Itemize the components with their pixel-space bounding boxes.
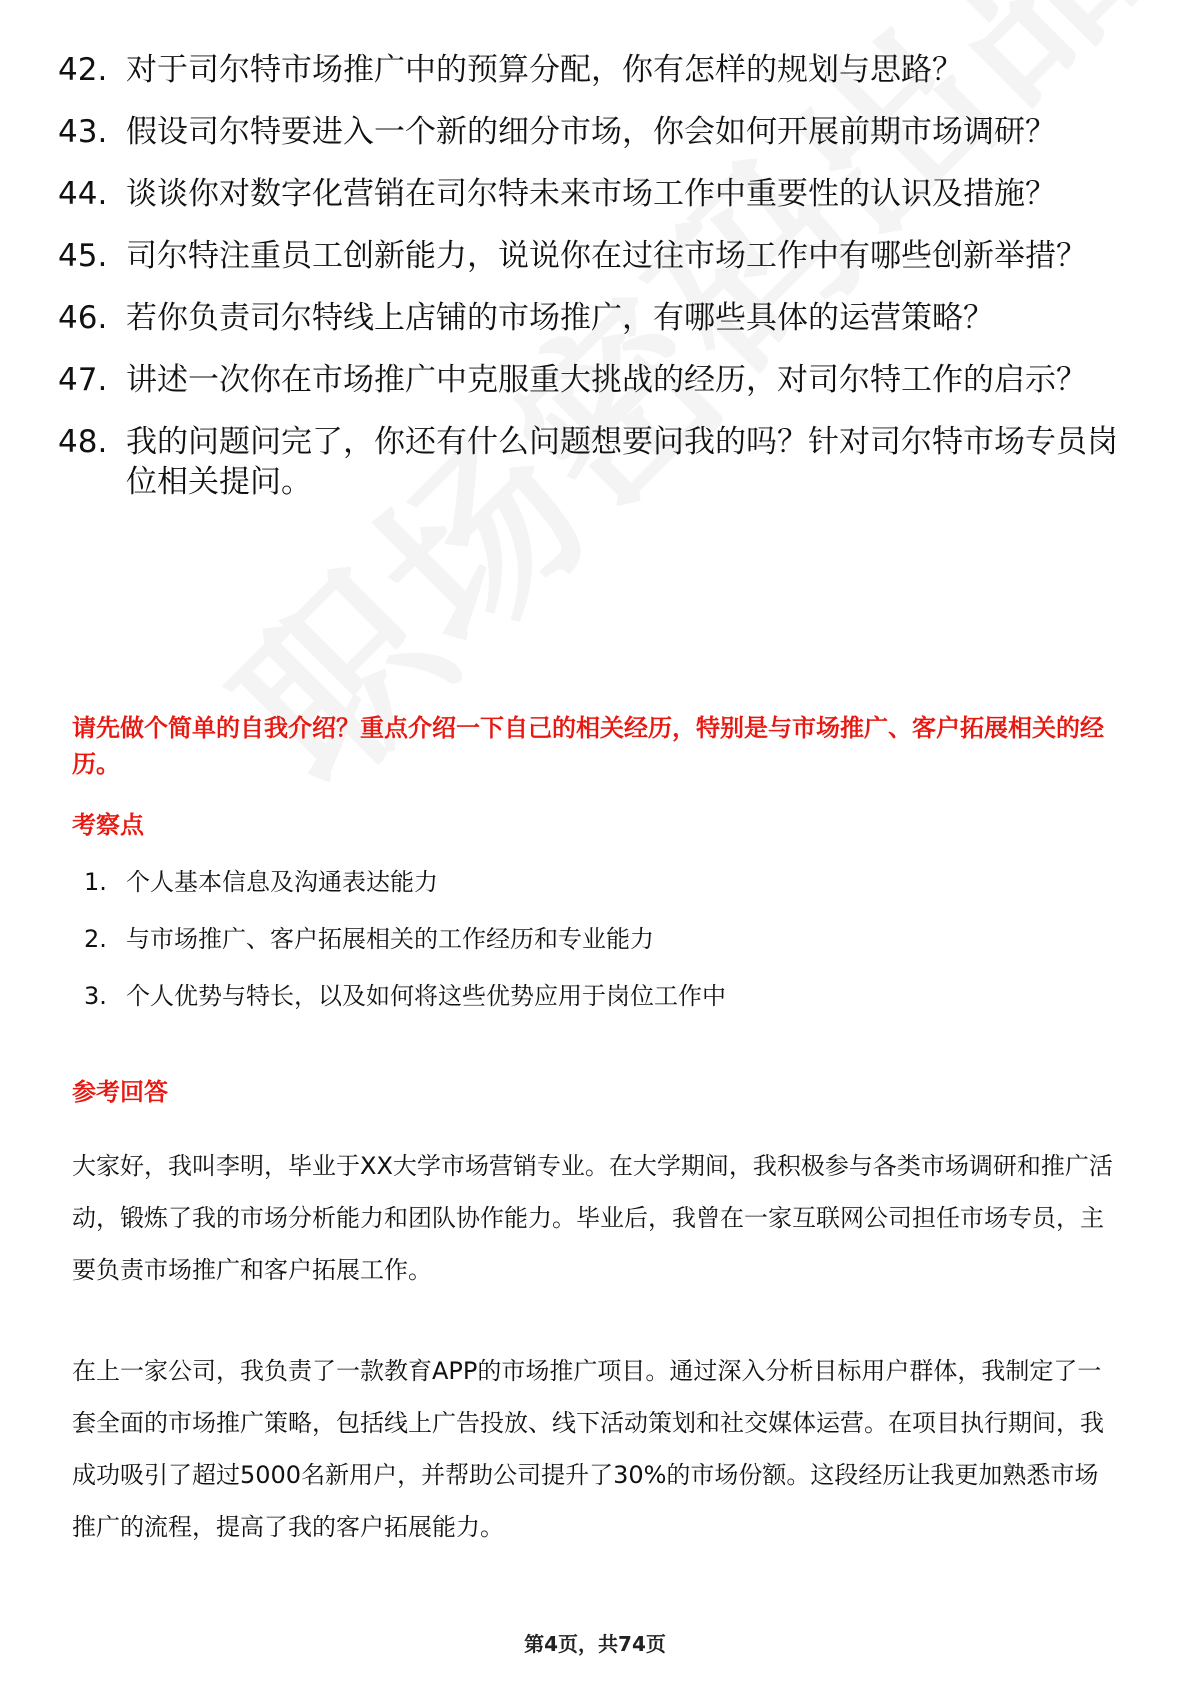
question-text: 司尔特注重员工创新能力，说说你在过往市场工作中有哪些创新举措？ [126, 238, 1087, 274]
points-list [84, 865, 726, 1036]
question-number: 44. [58, 176, 108, 212]
question-text: 对于司尔特市场推广中的预算分配，你有怎样的规划与思路？ [126, 52, 963, 88]
point-item [84, 922, 726, 956]
question-item [58, 50, 1118, 90]
question-number: 45. [58, 238, 108, 274]
question-text: 讲述一次你在市场推广中克服重大挑战的经历，对司尔特工作的启示？ [126, 362, 1087, 398]
question-item [58, 112, 1118, 152]
question-text: 若你负责司尔特线上店铺的市场推广，有哪些具体的运营策略？ [126, 300, 994, 336]
question-number: 46. [58, 300, 108, 336]
question-list [58, 50, 1118, 524]
point-item [84, 865, 726, 899]
question-text: 假设司尔特要进入一个新的细分市场，你会如何开展前期市场调研？ [126, 114, 1056, 150]
point-item [84, 979, 726, 1013]
section-question: 请先做个简单的自我介绍？重点介绍一下自己的相关经历，特别是与市场推广、客户拓展相关的经历。 [72, 714, 1104, 778]
point-number: 1. [84, 868, 107, 896]
answer-label: 参考回答 [72, 1078, 168, 1106]
question-text: 我的问题问完了，你还有什么问题想要问我的吗？针对司尔特市场专员岗位相关提问。 [126, 424, 1118, 500]
question-text: 谈谈你对数字化营销在司尔特未来市场工作中重要性的认识及措施？ [126, 176, 1056, 212]
question-number: 47. [58, 362, 108, 398]
point-number: 2. [84, 925, 107, 953]
answer-paragraph: 大家好，我叫李明，毕业于XX大学市场营销专业。在大学期间，我积极参与各类市场调研和推广活动，锻炼了我的市场分析能力和团队协作能力。毕业后，我曾在一家互联网公司担任市场专员，主要负责市场推广和客户拓展工作。 [72, 1152, 1113, 1284]
page-footer: 第4页，共74页 [524, 1632, 666, 1656]
point-text: 与市场推广、客户拓展相关的工作经历和专业能力 [126, 925, 654, 953]
points-label: 考察点 [72, 811, 144, 839]
question-number: 42. [58, 52, 108, 88]
question-item [58, 174, 1118, 214]
point-number: 3. [84, 982, 107, 1010]
question-item [58, 360, 1118, 400]
answer-paragraph: 在上一家公司，我负责了一款教育APP的市场推广项目。通过深入分析目标用户群体，我制定了一套全面的市场推广策略，包括线上广告投放、线下活动策划和社交媒体运营。在项目执行期间，我成功吸引了超过5000名新用户，并帮助公司提升了30%的市场份额。这段经历让我更加熟悉市场推广的流程，提高了我的客户拓展能力。 [72, 1357, 1104, 1541]
point-text: 个人优势与特长，以及如何将这些优势应用于岗位工作中 [126, 982, 726, 1010]
question-number: 48. [58, 424, 108, 460]
question-item [58, 236, 1118, 276]
question-item [58, 422, 1118, 502]
question-item [58, 298, 1118, 338]
point-text: 个人基本信息及沟通表达能力 [126, 868, 438, 896]
question-number: 43. [58, 114, 108, 150]
